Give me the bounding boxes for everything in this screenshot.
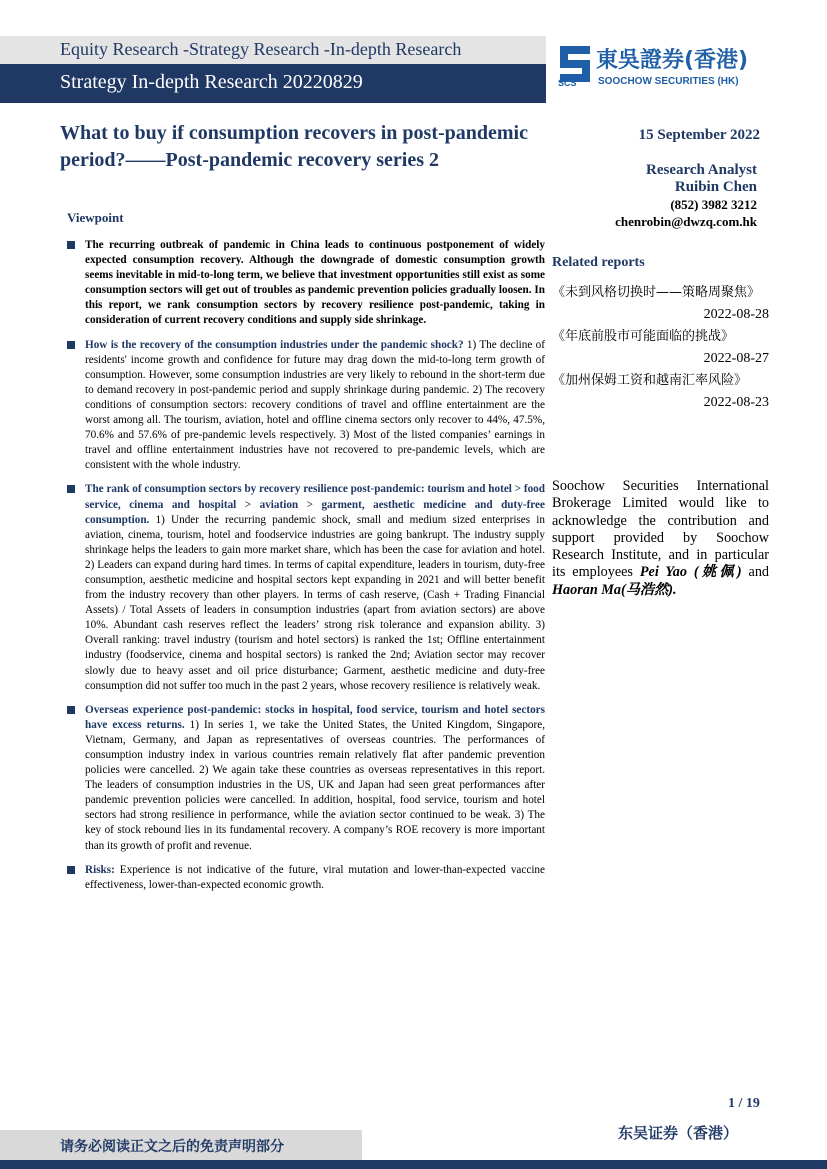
related-report-date: 2022-08-27 [703,351,769,366]
bullet-body: The recurring outbreak of pandemic in China leads to continuous postponement of widely expected consumption recovery. Although the downgrade of domestic consumption growth seems inevitable in mid-to-long term, we believe that investment opportunities still exist as some consumption sectors will get out of troubles as pandemic prevention policies gradually loosen. In this report, we rank consumption sectors by recovery resilience post-pandemic, taking in consideration of current recovery conditions and supply side shrinkage. [85,239,545,327]
bullet-square-icon [67,241,75,249]
bullet-body: 1) Under the recurring pandemic shock, small and medium sized enterprises in aviation, cinema, tourism, hotel and foodservice industries are going bankrupt. The industry supply shrinkage helps the leaders to gain more market share, which has been the case for aviation and hotel. 2) Leaders can expand during hard times. In terms of capital expenditure, leaders in tourism, duty-free consumption, aesthetic medicine and hospital sectors kept expanding in 2021 and will better benefit from the industry recovery than other players. In terms of cash reserve, (Cash + Trading Financial Assets) / Total Assets of leaders in consumption industries (apart from aviation sectors) are above 10%. Abundant cash reserves reflect the leaders’ strong risk tolerance and expansion ability. 3) Overall ranking: travel industry (tourism and hotel sectors) is ranked the 1st; Offline entertainment industry (foodservice, cinema and hospital sectors) is ranked the 2nd; Aviation sector may recover slowly due to heavy asset and oil price disturbance; Garment, aesthetic medicine and duty-free consumption did not suffer too much in the past 2 years, whose recovery resilience is relatively weak. [85,513,545,692]
list-item [67,338,545,474]
bullet-square-icon [67,341,75,349]
related-reports-heading: Related reports [552,255,645,270]
svg-text:SOOCHOW SECURITIES (HK): SOOCHOW SECURITIES (HK) [598,76,739,87]
analyst-name: Ruibin Chen [674,179,757,195]
list-item [67,482,545,693]
bullet-body: 1) In series 1, we take the United States, the United Kingdom, Singapore, Vietnam, Germany, and Japan as representatives of overseas countries. The performances of consumption industry index in various countries remain relatively flat after pandemic prevention policies were cancelled. 2) We again take these countries as overseas representatives in this report. The leaders of consumption industries in the US, UK and Japan had seen great performances after pandemic prevention policies were cancelled. In addition, hospital, food service, tourism and hotel sectors had strong resilience in performance, while the aviation sector continued to be weak. 3) The key of stock rebound lies in its fundamental recovery. A company’s ROE recovery is more important than its growth of profit and revenue. [85,718,545,852]
related-report-date: 2022-08-28 [703,307,769,322]
ack-name-1: Pei Yao (姚佩) [639,564,742,581]
bullet-square-icon [67,706,75,714]
page-number: 1 / 19 [728,1096,760,1111]
analyst-email[interactable]: chenrobin@dwzq.com.hk [615,214,757,229]
footer-company: 东吴证券（香港） [618,1124,739,1142]
list-item [67,863,545,893]
header-category: Equity Research -Strategy Research -In-depth Research [60,39,462,59]
ack-and: and [748,564,770,581]
analyst-phone: (852) 3982 3212 [670,197,757,212]
bullet-square-icon [67,485,75,493]
ack-text: Soochow Securities International Brokerage Limited would like to acknowledge the contribution and support provided by Soochow Research Institute, and in particular its employees [552,478,769,581]
analyst-block [615,162,757,230]
related-report-title[interactable]: 《未到风格切换时——策略周聚焦》 [552,285,761,300]
header-category-bar [0,36,546,64]
bullet-square-icon [67,866,75,874]
header-series-bar [0,64,546,103]
footer-bar [0,1160,827,1169]
company-logo [558,40,768,90]
bullet-body: Experience is not indicative of the future, viral mutation and lower-than-expected vaccine effectiveness, lower-than-expected economic growth. [85,863,545,891]
bullet-heading: The rank of consumption sectors by recovery resilience post-pandemic: tourism and hotel > food service, cinema and hospital > aviation > garment, aesthetic medicine and duty-free consumption. [85,483,545,526]
bullet-heading: Risks: [85,863,115,876]
ack-end: . [673,581,677,598]
related-report-title[interactable]: 《年底前股市可能面临的挑战》 [552,329,735,344]
bullet-body: 1) The decline of residents' income growth and confidence for future may drag down the mid-to-long term growth of consumption. However, some consumption industries are very likely to rebound in the short-term due to demand recovery in post-pandemic period and supply shrinkage during pandemic. 2) The recovery conditions of consumption sectors: recovery conditions of travel and offline entertainment are the worst among all. The tourism, aviation, hotel and offline cinema sectors only recover to 44%, 47.5%, 70.6% and 57.6% of pre-pandemic levels respectively. 3) Most of the listed companies’ earnings in travel and offline entertainment industries have not recovered to pre-pandemic levels, which are consistent with the whole industry. [85,338,545,472]
bullet-heading: Overseas experience post-pandemic: stocks in hospital, food service, tourism and hotel sectors have excess returns. [85,703,545,731]
svg-text:東吳證券(香港): 東吳證券(香港) [596,48,749,73]
header-series: Strategy In-depth Research 20220829 [60,71,363,93]
acknowledgement [552,478,769,599]
disclaimer-bar [0,1130,362,1160]
related-report-title[interactable]: 《加州保姆工资和越南汇率风险》 [552,373,748,388]
disclaimer-text: 请务必阅读正文之后的免责声明部分 [60,1139,284,1155]
analyst-role: Research Analyst [646,162,757,178]
list-item [67,238,545,329]
viewpoint-heading: Viewpoint [67,210,124,225]
bullet-heading: How is the recovery of the consumption industries under the pandemic shock? [85,338,464,351]
related-reports-list [552,282,769,414]
report-title: What to buy if consumption recovers in post-pandemic period?——Post-pandemic recovery series 2 [60,122,528,171]
related-report-date: 2022-08-23 [703,395,769,410]
ack-name-2: Haoran Ma(马浩然) [552,581,673,598]
viewpoint-list [67,238,545,902]
list-item [67,703,545,854]
report-date: 15 September 2022 [638,127,760,143]
logo-mark-icon [558,40,768,90]
svg-text:SCS: SCS [558,78,577,88]
